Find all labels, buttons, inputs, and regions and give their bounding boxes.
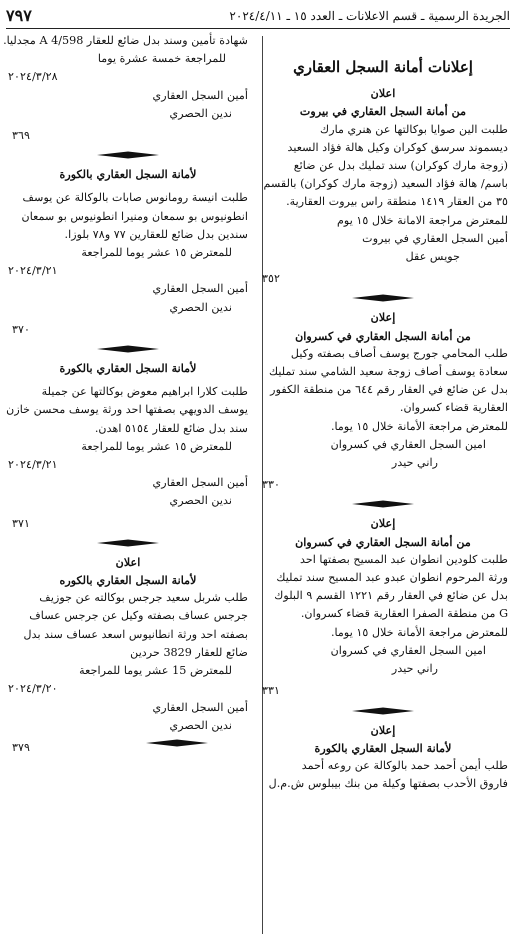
notice-subheading: لأمانة السجل العقاري بالكورة [59, 361, 197, 376]
separator-rule [146, 739, 208, 747]
signature-title: أمين السجل العقاري [152, 282, 248, 296]
separator-rule [352, 294, 414, 302]
right-column [258, 32, 508, 934]
notice-text: للمعترض ١٥ عشر يوما للمراجعة [81, 439, 232, 453]
notice-text: طلب أيمن أحمد حمد بالوكالة عن روعه أحمد [301, 758, 508, 772]
notice-text: للمراجعة خمسة عشرة يوما [97, 52, 226, 66]
notice-number: ٣٦٩ [12, 129, 31, 143]
notice-date: ٢٠٢٤/٣/٢٠ [8, 682, 58, 696]
notice-369 [3, 32, 248, 145]
notice-text: ضائع للعقار 3829 حردين [130, 645, 248, 659]
notice-text: طلبت انيسة رومانوس صابات بالوكالة عن يوسف [22, 191, 248, 205]
running-header: الجريدة الرسمية ـ قسم الاعلانات ـ العدد ١٥ ـ ٢٠٢٤/٤/١١ [229, 9, 510, 23]
notice-text: بدل عن ضائع في العقار رقم ١٢٢١ القسم ٩ البلوك [274, 589, 508, 603]
notice-heading: اعلان [370, 86, 396, 101]
separator-rule [352, 707, 414, 715]
section-title: إعلانات أمانة السجل العقاري [293, 58, 473, 76]
notice-371 [8, 359, 248, 533]
notice-text: طلبت الين صوايا بوكالتها عن هنري مارك [319, 122, 508, 136]
notice-subheading: من أمانة السجل العقاري في بيروت [299, 104, 467, 119]
notice-text: العقارية قضاء كسروان. [399, 401, 508, 415]
signature-name: ندين الحصري [169, 494, 232, 508]
signature-title: امين السجل العقاري في كسروان [330, 437, 486, 451]
notice-kora-continued [258, 721, 508, 794]
notice-text: بصفته احد ورثة انطانيوس اسعد عساف سند بدل [23, 627, 248, 641]
notice-number: ٣٣٠ [262, 478, 281, 492]
notice-number: ٣٧١ [12, 516, 31, 530]
signature-name: راني حيدر [391, 456, 438, 470]
notice-text: سعادة يوسف أصاف زوجة سعيد الشامي سند تمليك [268, 365, 508, 379]
notice-date: ٢٠٢٤/٣/٢١ [8, 264, 58, 278]
notice-text: باسم/ هالة فؤاد السعيد (زوجة مارك كوكران) بالقسم [263, 177, 508, 191]
page-header [6, 6, 510, 29]
notice-text: يوسف الدويهي بصفتها احد ورثة يوسف محسن خازن [6, 403, 248, 417]
notice-text: سند بدل ضائع للعقار ٥١٥٤ اهدن. [94, 421, 248, 435]
notice-text: ورثة المرحوم انطوان عبدو عبد المسيح سند تمليك [276, 571, 508, 585]
notice-text: (زوجة مارك كوكران) سند تمليك بدل عن ضائع [293, 159, 508, 173]
separator-rule [97, 151, 159, 159]
notice-text: ديسموند سرسق كوكران وكيل هالة فؤاد السعيد [287, 140, 508, 154]
notice-number: ٣٧٠ [12, 322, 31, 336]
notice-352 [258, 84, 508, 288]
notice-text: طلبت كلارا ابراهيم معوض بوكالتها عن جميلة [41, 385, 248, 399]
notice-text: شهادة تأمين وسند بدل ضائع للعقار 4/598 A مجدليا. [3, 34, 248, 47]
left-column [3, 32, 248, 934]
notice-heading: إعلان [370, 722, 396, 737]
signature-title: أمين السجل العقاري في بيروت [362, 231, 508, 245]
notice-heading: اعلان [115, 554, 141, 569]
notice-text: ٣٥ من العقار ١٤١٩ منطقة راس بيروت العقارية. [286, 195, 508, 209]
notice-subheading: لأمانة السجل العقاري بالكورة [314, 740, 452, 755]
notice-text: للمعترض مراجعة الأمانة خلال ١٥ يوما. [330, 625, 508, 639]
signature-name: ندين الحصري [169, 718, 232, 732]
notice-subheading: لأمانة السجل العقاري بالكورة [59, 167, 197, 182]
signature-name: راني حيدر [391, 662, 438, 676]
page-number: ٧٩٧ [6, 6, 32, 25]
signature-title: أمين السجل العقاري [152, 476, 248, 490]
notice-text: للمعترض مراجعة الامانة خلال ١٥ يوم [336, 213, 508, 227]
notice-331 [258, 514, 508, 700]
notice-number: ٣٧٩ [12, 741, 31, 755]
notice-330 [258, 308, 508, 494]
notice-379 [8, 553, 248, 757]
notice-heading: إعلان [370, 310, 396, 325]
notice-text: جرجس عساف بصفته وكيل عن جرجس عساف [29, 609, 248, 623]
signature-name: ندين الحصري [169, 300, 232, 314]
separator-rule [97, 539, 159, 547]
notice-text: طلب شربل سعيد جرجس بوكالته عن جوزيف [39, 591, 248, 605]
notice-text: للمعترض 15 عشر يوما للمراجعة [79, 664, 232, 678]
notice-text: طلبت كلودين انطوان عبد المسيح بصفتها احد [299, 552, 508, 566]
signature-name: جويس عقل [405, 250, 460, 264]
notice-subheading: لأمانة السجل العقاري بالكوره [59, 573, 197, 588]
separator-rule [97, 345, 159, 353]
notice-text: للمعترض مراجعة الأمانة خلال ١٥ يوما. [330, 419, 508, 433]
notice-heading: إعلان [370, 516, 396, 531]
notice-text: للمعترض ١٥ عشر يوما للمراجعة [81, 246, 232, 260]
notice-number: ٣٥٢ [262, 272, 281, 286]
signature-title: أمين السجل العقاري [152, 88, 248, 102]
separator-rule [352, 500, 414, 508]
notice-number: ٣٣١ [262, 684, 281, 698]
notice-subheading: من أمانة السجل العقاري في كسروان [295, 328, 471, 343]
signature-title: أمين السجل العقاري [152, 700, 248, 714]
notice-date: ٢٠٢٤/٣/٢٨ [8, 70, 58, 84]
notice-text: G من منطقة الصفرا العقارية قضاء كسروان. [300, 607, 508, 621]
notice-text: انطونيوس بو سمعان ومنيرا انطونيوس بو سمعان [21, 209, 248, 223]
notice-text: سندين بدل ضائع للعقارين ٧٧ و٧٨ بلوزا. [64, 227, 248, 241]
notice-date: ٢٠٢٤/٣/٢١ [8, 458, 58, 472]
signature-name: ندين الحصري [169, 106, 232, 120]
notice-370 [8, 165, 248, 339]
notice-text: فاروق الأحدب بصفتها وكيلة من بنك بيبلوس ش.م.ل [268, 777, 508, 791]
notice-text: طلب المحامي جورج يوسف أصاف بصفته وكيل [290, 346, 508, 360]
notice-text: بدل عن ضائع في العقار رقم ٦٤٤ من منطقة الكفور [270, 383, 508, 397]
notice-subheading: من أمانة السجل العقاري في كسروان [295, 534, 471, 549]
signature-title: امين السجل العقاري في كسروان [330, 643, 486, 657]
